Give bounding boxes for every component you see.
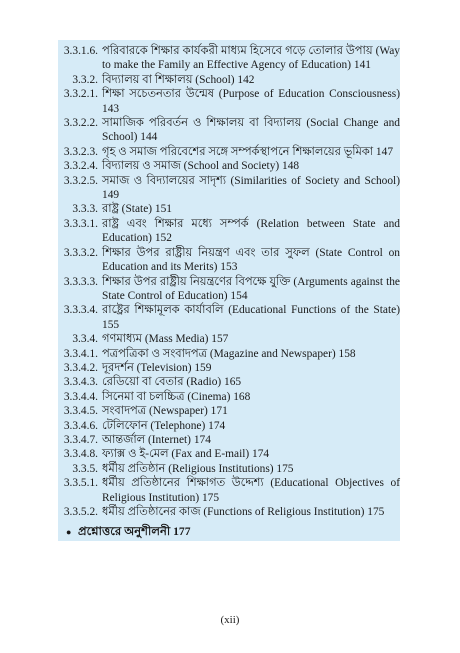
toc-entry-text: শিক্ষার উপর রাষ্ট্রীয় নিয়ন্ত্রণের বিপক্ষে যুক্তি (Arguments against the State Control of Education) 154 xyxy=(102,275,400,302)
toc-entry-number: 3.3.2.1. xyxy=(63,88,98,101)
toc-entry-text: রাষ্ট্র (State) 151 xyxy=(102,203,172,216)
toc-entry-number: 3.3.3. xyxy=(72,203,98,216)
toc-entry-text: বিদ্যালয় ও সমাজ (School and Society) 148 xyxy=(102,160,300,173)
toc-entry-number: 3.3.4.4. xyxy=(63,390,98,403)
toc-entry-text: বিদ্যালয় বা শিক্ষালয় (School) 142 xyxy=(102,73,255,86)
toc-entry[interactable] xyxy=(58,476,400,505)
toc-entry[interactable] xyxy=(58,347,400,361)
exercise-entry-text: প্রশ্নোত্তরে অনুশীলনী 177 xyxy=(78,525,191,539)
toc-entry[interactable] xyxy=(58,246,400,275)
toc-entry-text: গৃহ ও সমাজ পরিবেশের সঙ্গে সম্পর্কস্থাপনে শিক্ষালয়ের ভূমিকা 147 xyxy=(102,145,394,158)
toc-entry[interactable] xyxy=(58,87,400,116)
toc-entry-text: সিনেমা বা চলচ্চিত্র (Cinema) 168 xyxy=(102,390,251,403)
toc-entry[interactable] xyxy=(58,332,400,346)
bullet-icon: ● xyxy=(66,527,72,538)
toc-entry[interactable] xyxy=(58,44,400,73)
toc-entry[interactable] xyxy=(58,217,400,246)
page-number: (xii) xyxy=(220,614,240,626)
toc-entry[interactable] xyxy=(58,505,400,519)
toc-entry-number: 3.3.1.6. xyxy=(63,45,98,57)
toc-entry[interactable] xyxy=(58,361,400,375)
toc-entry[interactable] xyxy=(58,159,400,173)
toc-entry-text: সমাজ ও বিদ্যালয়ের সাদৃশ্য (Similarities of Society and School) 149 xyxy=(102,174,400,202)
toc-entry-text: সংবাদপত্র (Newspaper) 171 xyxy=(102,405,228,418)
toc-entry-text: ধর্মীয় প্রতিষ্ঠানের কাজ (Functions of Religious Institution) 175 xyxy=(102,506,385,518)
exercise-entry[interactable] xyxy=(58,523,400,541)
toc-entry-number: 3.3.2. xyxy=(72,73,98,86)
toc-entry-text: টেলিফোন (Telephone) 174 xyxy=(102,419,226,432)
toc-entry[interactable] xyxy=(58,116,400,145)
toc-entry-text: ধর্মীয় প্রতিষ্ঠান (Religious Institutions) 175 xyxy=(102,462,294,475)
table-of-contents xyxy=(58,44,400,541)
toc-entry-text: শিক্ষার উপর রাষ্ট্রীয় নিয়ন্ত্রণ এবং তার সুফল (State Control on Education and its Merits) 153 xyxy=(102,246,400,274)
toc-entry-number: 3.3.3.3. xyxy=(63,275,98,288)
toc-entry-number: 3.3.3.4. xyxy=(63,304,98,317)
toc-entry-number: 3.3.4.3. xyxy=(63,376,98,389)
toc-entry[interactable] xyxy=(58,419,400,433)
toc-entry-number: 3.3.2.2. xyxy=(63,117,98,130)
toc-entry-number: 3.3.5.1. xyxy=(63,477,98,490)
toc-entry-text: দূরদর্শন (Television) 159 xyxy=(102,361,212,374)
toc-entry[interactable] xyxy=(58,145,400,159)
toc-entry-number: 3.3.3.1. xyxy=(63,217,98,230)
toc-entry[interactable] xyxy=(58,375,400,389)
toc-entry-text: পত্রপত্রিকা ও সংবাদপত্র (Magazine and Newspaper) 158 xyxy=(102,347,356,360)
toc-entry-number: 3.3.4.1. xyxy=(63,347,98,360)
toc-entry-text: শিক্ষা সচেতনতার উন্মেষ (Purpose of Education Consciousness) 143 xyxy=(102,88,400,115)
toc-entry-text: রেডিয়ো বা বেতার (Radio) 165 xyxy=(102,376,242,389)
toc-entry[interactable] xyxy=(58,390,400,404)
toc-entry-text: রাষ্ট্র এবং শিক্ষার মধ্যে সম্পর্ক (Relation between State and Education) 152 xyxy=(102,217,400,245)
toc-entry[interactable] xyxy=(58,447,400,461)
toc-entry[interactable] xyxy=(58,202,400,216)
toc-entry-text: ফ্যাক্স ও ই-মেল (Fax and E-mail) 174 xyxy=(102,448,270,461)
toc-entry-number: 3.3.4.5. xyxy=(63,405,98,418)
toc-entry-number: 3.3.2.5. xyxy=(63,174,98,187)
toc-entry-text: সামাজিক পরিবর্তন ও শিক্ষালয় বা বিদ্যালয় (Social Change and School) 144 xyxy=(102,117,400,144)
toc-entry-number: 3.3.2.4. xyxy=(63,160,98,173)
toc-entry[interactable] xyxy=(58,462,400,476)
toc-entry-text: গণমাধ্যম (Mass Media) 157 xyxy=(102,333,229,346)
toc-entry-number: 3.3.4.8. xyxy=(63,448,98,461)
toc-entry-number: 3.3.4. xyxy=(72,333,98,346)
toc-entry-number: 3.3.4.6. xyxy=(63,419,98,432)
toc-entry[interactable] xyxy=(58,73,400,87)
toc-entry[interactable] xyxy=(58,303,400,332)
toc-entry[interactable] xyxy=(58,174,400,203)
toc-entry-number: 3.3.3.2. xyxy=(63,246,98,259)
toc-entry-number: 3.3.2.3. xyxy=(63,145,98,158)
toc-entry-number: 3.3.5. xyxy=(72,462,98,475)
toc-entry[interactable] xyxy=(58,275,400,304)
toc-entry-number: 3.3.4.2. xyxy=(63,361,98,374)
toc-entry-number: 3.3.5.2. xyxy=(63,506,98,518)
toc-entry-text: রাষ্ট্রের শিক্ষামূলক কার্যাবলি (Educational Functions of the State) 155 xyxy=(102,304,400,331)
toc-entry-text: পরিবারকে শিক্ষার কার্যকরী মাধ্যম হিসেবে গড়ে তোলার উপায় (Way to make the Family an Effective Agency of Education) 141 xyxy=(102,45,400,72)
toc-entry-text: ধর্মীয় প্রতিষ্ঠানের শিক্ষাগত উদ্দেশ্য (Educational Objectives of Religious Institution) 175 xyxy=(102,477,400,504)
toc-entry-number: 3.3.4.7. xyxy=(63,433,98,446)
toc-entry[interactable] xyxy=(58,433,400,447)
toc-entry-text: আন্তর্জাল (Internet) 174 xyxy=(102,433,211,446)
toc-entry[interactable] xyxy=(58,404,400,418)
